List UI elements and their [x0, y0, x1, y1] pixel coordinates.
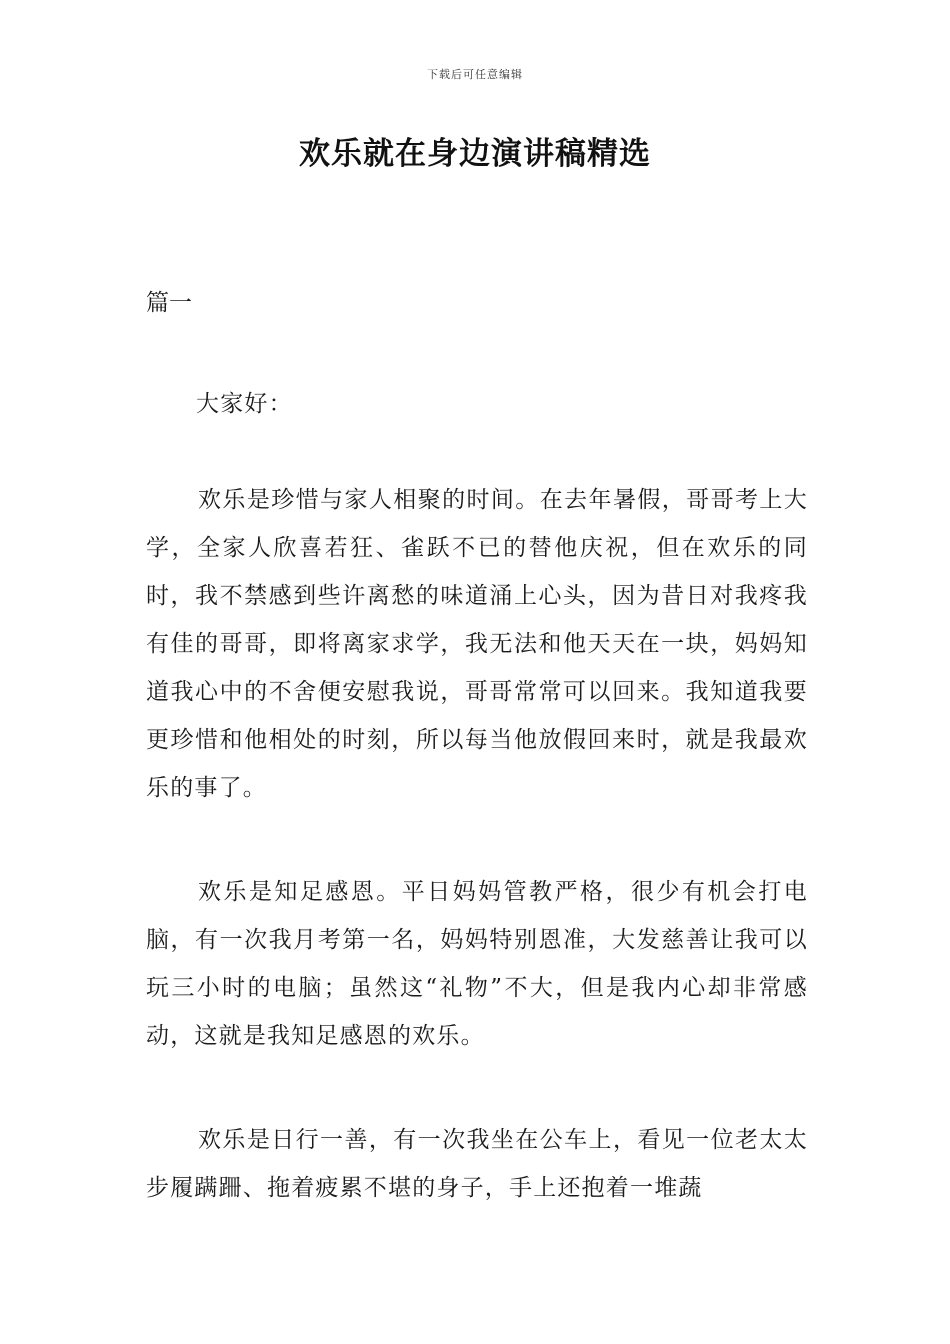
document-title: 欢乐就在身边演讲稿精选 — [299, 136, 651, 172]
section-label: 篇一 — [146, 290, 192, 316]
paragraph-1: 欢乐是珍惜与家人相聚的时间。在去年暑假，哥哥考上大学，全家人欣喜若狂、雀跃不已的替他庆祝，但在欢乐的同时，我不禁感到些许离愁的味道涌上心头，因为昔日对我疼我有佳的哥哥，即将离家求学，我无法和他天天在一块，妈妈知道我心中的不舍便安慰我说，哥哥常常可以回来。我知道我要更珍惜和他相处的时刻，所以每当他放假回来时，就是我最欢乐的事了。 — [146, 487, 808, 801]
paragraph-3: 欢乐是日行一善，有一次我坐在公车上，看见一位老太太步履蹒跚、拖着疲累不堪的身子，手上还抱着一堆蔬 — [146, 1127, 808, 1201]
header-note: 下载后可任意编辑 — [427, 68, 523, 81]
paragraph-2: 欢乐是知足感恩。平日妈妈管教严格，很少有机会打电脑，有一次我月考第一名，妈妈特别恩准，大发慈善让我可以玩三小时的电脑；虽然这“礼物”不大，但是我内心却非常感动，这就是我知足感恩的欢乐。 — [146, 879, 808, 1049]
greeting: 大家好： — [196, 391, 293, 417]
